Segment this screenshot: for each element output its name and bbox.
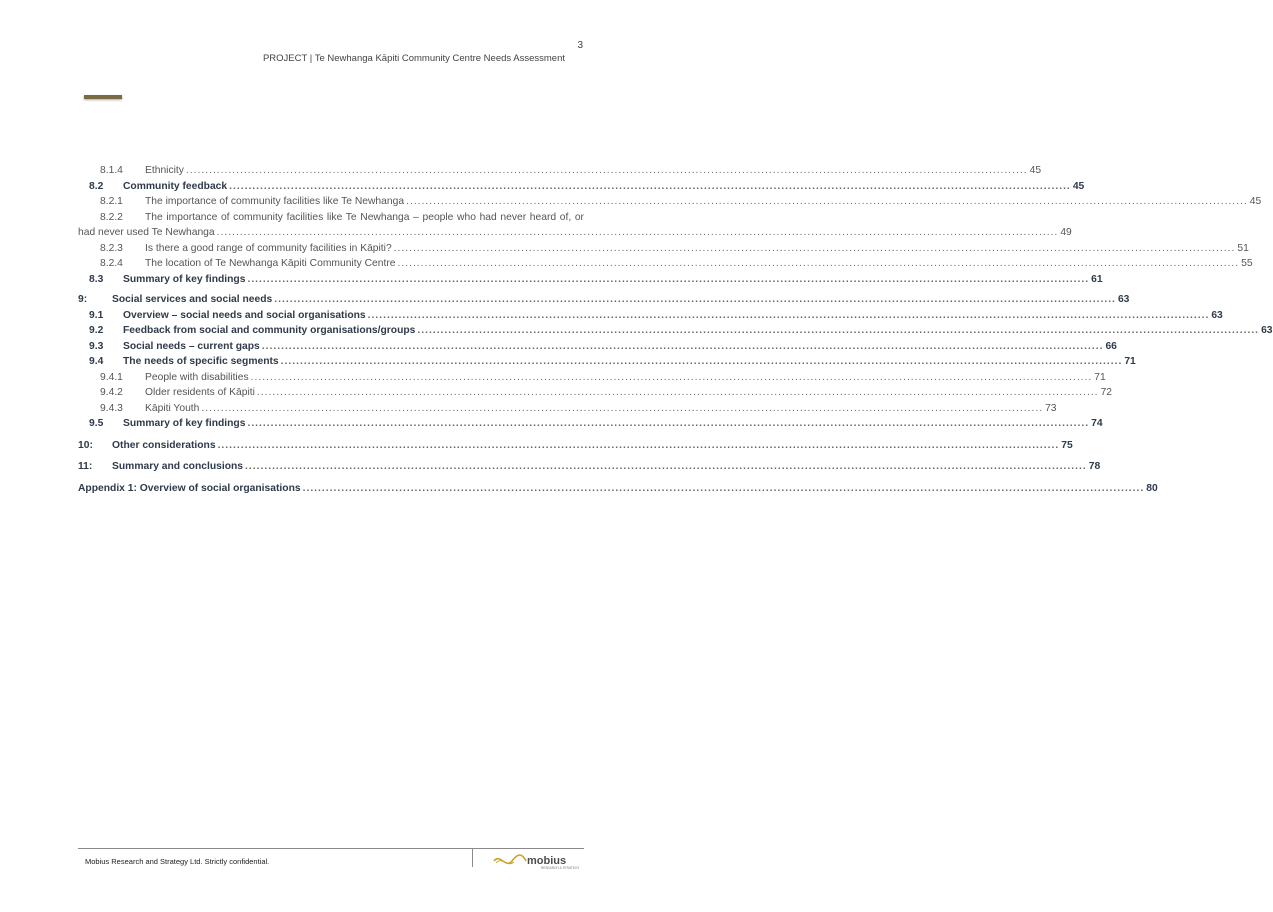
logo-swoosh-icon	[494, 855, 526, 863]
dot-leader	[217, 225, 1059, 241]
toc-page: 45	[1072, 180, 1085, 192]
toc-entry-9-4-2[interactable]	[78, 385, 1113, 401]
toc-entry-9-4-3[interactable]	[78, 401, 1057, 417]
toc-title: Older residents of Kāpiti	[145, 387, 255, 398]
toc-number: 8.2	[89, 180, 104, 192]
dot-leader	[229, 179, 1071, 195]
toc-entry-9-4-1[interactable]	[78, 370, 1106, 386]
toc-page: 78	[1088, 461, 1101, 472]
dot-leader	[218, 438, 1060, 454]
footer-rule	[78, 848, 584, 849]
dot-leader	[247, 416, 1089, 432]
logo-word: mobius	[527, 855, 567, 867]
toc-page: 71	[1094, 371, 1106, 383]
accent-bar	[84, 95, 122, 99]
toc-entry-11[interactable]	[78, 459, 1101, 475]
toc-number: 8.2.3	[100, 242, 123, 254]
dot-leader	[262, 339, 1104, 355]
toc-title: The location of Te Newhanga Kāpiti Community Centre	[145, 258, 396, 269]
toc-number: 8.2.2	[100, 211, 123, 223]
toc-entry-8-2-3[interactable]	[78, 241, 1249, 257]
mobius-logo	[492, 851, 580, 871]
toc-page: 71	[1124, 356, 1136, 367]
toc-entry-8-2-2[interactable]	[78, 210, 1072, 241]
toc-number: 9.5	[89, 418, 104, 429]
toc-entry-9-2[interactable]	[78, 323, 1273, 339]
toc-number: 9.4.3	[100, 402, 123, 414]
toc-page: 63	[1117, 294, 1130, 305]
toc-entry-9[interactable]	[78, 292, 1130, 308]
toc-title: Feedback from social and community organisations/groups	[123, 325, 416, 336]
toc-title: Summary of key findings	[123, 273, 246, 285]
toc-page: 45	[1029, 165, 1042, 176]
toc-title: Overview – social needs and social organisations	[123, 309, 366, 321]
toc-entry-9-3[interactable]	[78, 339, 1117, 355]
toc-page: 63	[1211, 309, 1223, 321]
footer-divider	[472, 849, 473, 867]
toc-entry-8-2[interactable]	[78, 179, 1085, 195]
toc-title: Appendix 1: Overview of social organisations	[78, 482, 301, 494]
dot-leader	[394, 241, 1236, 257]
toc-title: People with disabilities	[145, 371, 249, 383]
toc-page: 80	[1146, 482, 1158, 494]
toc-title: Social services and social needs	[112, 294, 273, 305]
toc-title-continued: had never used Te Newhanga	[78, 227, 215, 238]
toc-page: 66	[1105, 340, 1117, 352]
toc-page: 73	[1045, 402, 1057, 414]
logo-tagline: RESEARCH & STRATEGY	[541, 866, 580, 870]
toc-entry-8-1-4[interactable]	[78, 163, 1042, 179]
page-number: 3	[577, 40, 583, 51]
toc-entry-appendix-1[interactable]	[78, 481, 1158, 497]
dot-leader	[245, 459, 1087, 475]
dot-leader	[406, 194, 1248, 210]
dot-leader	[186, 163, 1028, 179]
dot-leader	[281, 354, 1123, 370]
toc-number: 11:	[78, 461, 93, 472]
running-header: PROJECT | Te Newhanga Kāpiti Community Centre Needs Assessment	[262, 53, 565, 64]
toc-page: 51	[1237, 242, 1249, 254]
toc-number: 9:	[78, 294, 88, 305]
toc-title: Kāpiti Youth	[145, 402, 200, 414]
toc-number: 10:	[78, 439, 93, 451]
toc-number: 9.1	[89, 309, 104, 321]
dot-leader	[303, 481, 1145, 497]
toc-number: 9.4.1	[100, 371, 123, 383]
toc-entry-9-1[interactable]	[78, 308, 1223, 324]
toc-entry-8-2-4[interactable]	[78, 256, 1253, 272]
dot-leader	[417, 323, 1259, 339]
toc-page: 75	[1061, 439, 1073, 451]
toc-title: Summary of key findings	[123, 418, 246, 429]
toc-entry-8-2-1[interactable]	[78, 194, 1262, 210]
toc-entry-9-4[interactable]	[78, 354, 1136, 370]
toc-title: Is there a good range of community facilities in Kāpiti?	[145, 242, 392, 254]
toc-title: Ethnicity	[145, 165, 184, 176]
toc-title: Community feedback	[123, 180, 228, 192]
toc-title: The needs of specific segments	[123, 356, 279, 367]
dot-leader	[251, 370, 1093, 386]
toc-title: Social needs – current gaps	[123, 340, 260, 352]
dot-leader	[274, 292, 1116, 308]
toc-entry-8-3[interactable]	[78, 272, 1103, 288]
table-of-contents	[78, 163, 1273, 496]
toc-number: 8.1.4	[100, 165, 123, 176]
toc-page: 55	[1241, 258, 1253, 269]
footer-confidentiality-text: Mobius Research and Strategy Ltd. Strictly confidential.	[85, 857, 270, 866]
dot-leader	[368, 308, 1210, 324]
toc-page: 63	[1261, 325, 1273, 336]
toc-number: 8.2.4	[100, 258, 123, 269]
dot-leader	[201, 401, 1043, 417]
toc-entry-10[interactable]	[78, 438, 1073, 454]
toc-page: 72	[1100, 387, 1113, 398]
toc-number: 9.4	[89, 356, 104, 367]
toc-page: 61	[1091, 273, 1103, 285]
dot-leader	[257, 385, 1099, 401]
toc-number: 9.4.2	[100, 387, 123, 398]
toc-entry-9-5[interactable]	[78, 416, 1103, 432]
toc-number: 8.2.1	[100, 196, 123, 207]
dot-leader	[398, 256, 1240, 272]
toc-page: 49	[1060, 227, 1072, 238]
toc-number: 9.3	[89, 340, 104, 352]
toc-title: The importance of community facilities like Te Newhanga	[145, 196, 405, 207]
dot-leader	[247, 272, 1089, 288]
toc-number: 8.3	[89, 273, 104, 285]
toc-title: Summary and conclusions	[112, 461, 244, 472]
toc-number: 9.2	[89, 325, 104, 336]
toc-page: 45	[1249, 196, 1262, 207]
toc-title: Other considerations	[112, 439, 216, 451]
toc-title: The importance of community facilities like Te Newhanga – people who had never heard of, or	[145, 211, 584, 223]
toc-page: 74	[1091, 418, 1103, 429]
